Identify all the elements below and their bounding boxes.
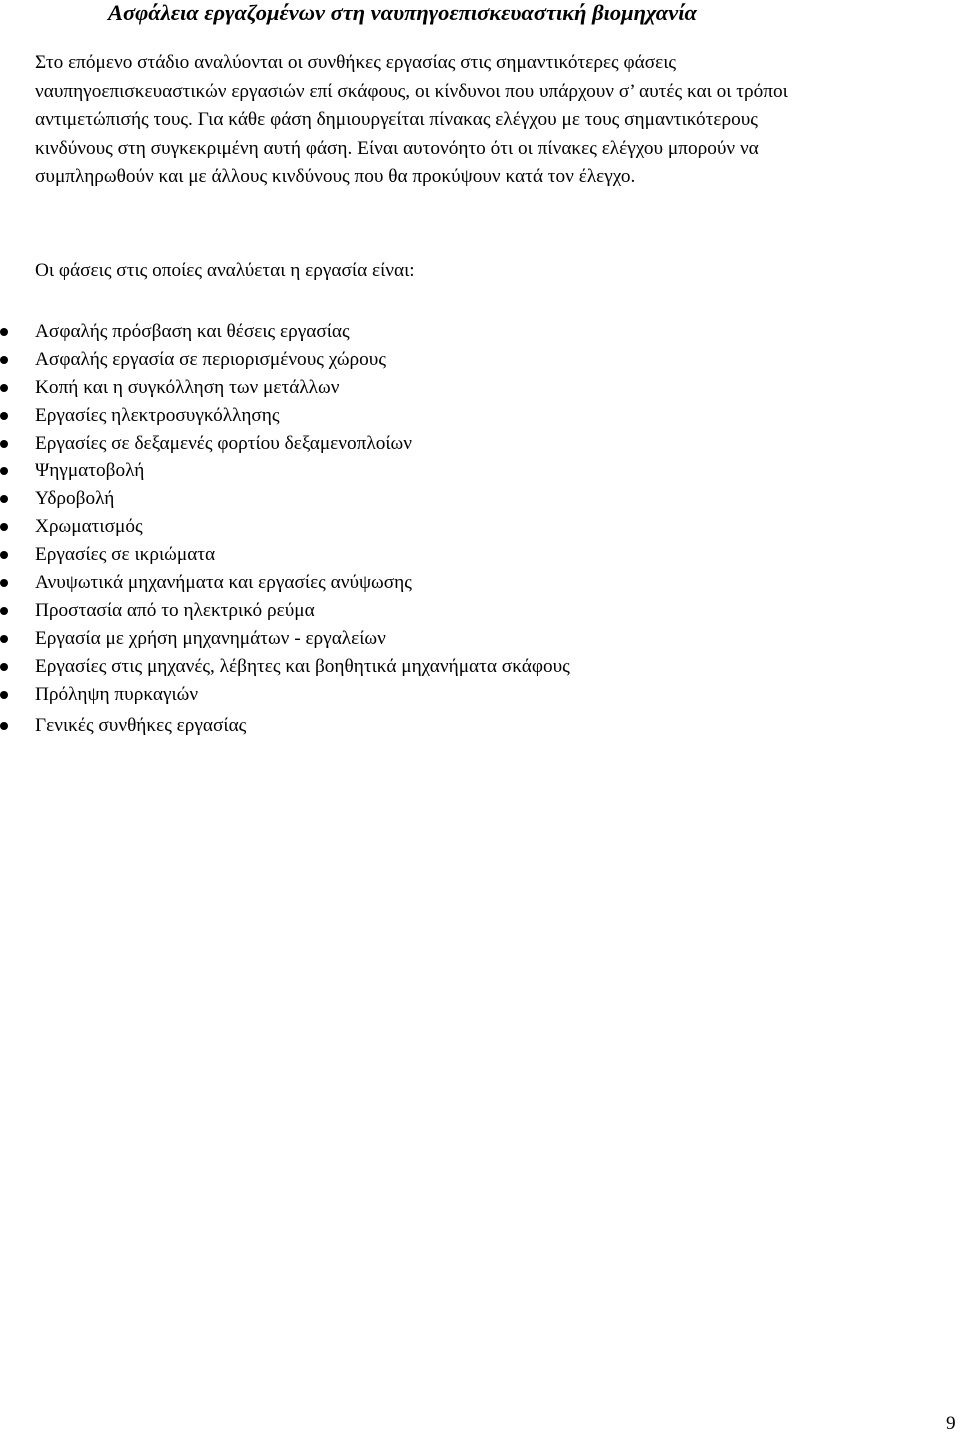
bullet-icon xyxy=(0,663,8,671)
list-item-label: Κοπή και η συγκόλληση των μετάλλων xyxy=(35,376,340,398)
list-item-label: Ανυψωτικά μηχανήματα και εργασίες ανύψωσης xyxy=(35,572,412,594)
bullet-icon xyxy=(0,579,8,587)
list-item xyxy=(0,625,570,653)
list-item-label: Εργασίες στις μηχανές, λέβητες και βοηθητικά μηχανήματα σκάφους xyxy=(35,655,570,677)
list-item xyxy=(0,541,570,569)
bullet-icon xyxy=(0,412,8,420)
bullet-icon xyxy=(0,356,8,364)
intro-line: αντιμετώπισής τους. Για κάθε φάση δημιουργείται πίνακας ελέγχου με τους σημαντικότερους xyxy=(35,109,758,130)
list-item xyxy=(0,653,570,681)
bullet-icon xyxy=(0,328,8,336)
bullet-icon xyxy=(0,467,8,475)
phase-list xyxy=(0,318,570,740)
intro-line: κινδύνους στη συγκεκριμένη αυτή φάση. Είναι αυτονόητο ότι οι πίνακες ελέγχου μπορούν να xyxy=(35,137,759,159)
list-item-label: Γενικές συνθήκες εργασίας xyxy=(35,715,247,737)
list-item-label: Ψηγματοβολή xyxy=(35,460,145,482)
list-item-label: Εργασίες σε δεξαμενές φορτίου δεξαμενοπλοίων xyxy=(35,432,412,454)
list-item-label: Εργασίες σε ικριώματα xyxy=(35,544,216,566)
list-item xyxy=(0,485,570,513)
bullet-icon xyxy=(0,523,8,531)
intro-line: συμπληρωθούν και με άλλους κινδύνους που θα προκύψουν κατά τον έλεγχο. xyxy=(35,166,636,187)
list-item-label: Ασφαλής εργασία σε περιορισμένους χώρους xyxy=(35,348,386,370)
bullet-icon xyxy=(0,551,8,559)
intro-line: Στο επόμενο στάδιο αναλύονται οι συνθήκες εργασίας στις σημαντικότερες φάσεις xyxy=(35,52,677,73)
list-item-label: Ασφαλής πρόσβαση και θέσεις εργασίας xyxy=(35,321,350,342)
list-item xyxy=(0,712,570,740)
list-item xyxy=(0,597,570,625)
list-item xyxy=(0,681,570,709)
list-item-label: Χρωματισμός xyxy=(35,516,143,538)
bullet-icon xyxy=(0,440,8,448)
bullet-icon xyxy=(0,722,8,730)
list-item xyxy=(0,569,570,597)
list-item xyxy=(0,430,570,458)
list-item xyxy=(0,513,570,541)
intro-line: ναυπηγοεπισκευαστικών εργασιών επί σκάφους, οι κίνδυνοι που υπάρχουν σ’ αυτές και οι τρόποι xyxy=(35,80,788,102)
bullet-icon xyxy=(0,495,8,503)
list-item-label: Υδροβολή xyxy=(35,488,115,510)
list-item-label: Πρόληψη πυρκαγιών xyxy=(35,683,199,705)
list-item xyxy=(0,457,570,485)
list-item-label: Εργασία με χρήση μηχανημάτων - εργαλείων xyxy=(35,627,386,649)
intro-paragraph xyxy=(35,49,915,192)
list-item-label: Εργασίες ηλεκτροσυγκόλλησης xyxy=(35,404,280,426)
list-item-label: Προστασία από το ηλεκτρικό ρεύμα xyxy=(35,599,315,621)
page-title: Ασφάλεια εργαζομένων στη ναυπηγοεπισκευαστική βιομηχανία xyxy=(108,0,697,25)
list-item xyxy=(0,374,570,402)
bullet-icon xyxy=(0,607,8,615)
list-item xyxy=(0,318,570,346)
list-item xyxy=(0,402,570,430)
bullet-icon xyxy=(0,384,8,392)
page-number: 9 xyxy=(946,1413,956,1434)
phases-heading: Οι φάσεις στις οποίες αναλύεται η εργασία είναι: xyxy=(35,260,415,281)
bullet-icon xyxy=(0,635,8,643)
bullet-icon xyxy=(0,691,8,699)
list-item xyxy=(0,346,570,374)
